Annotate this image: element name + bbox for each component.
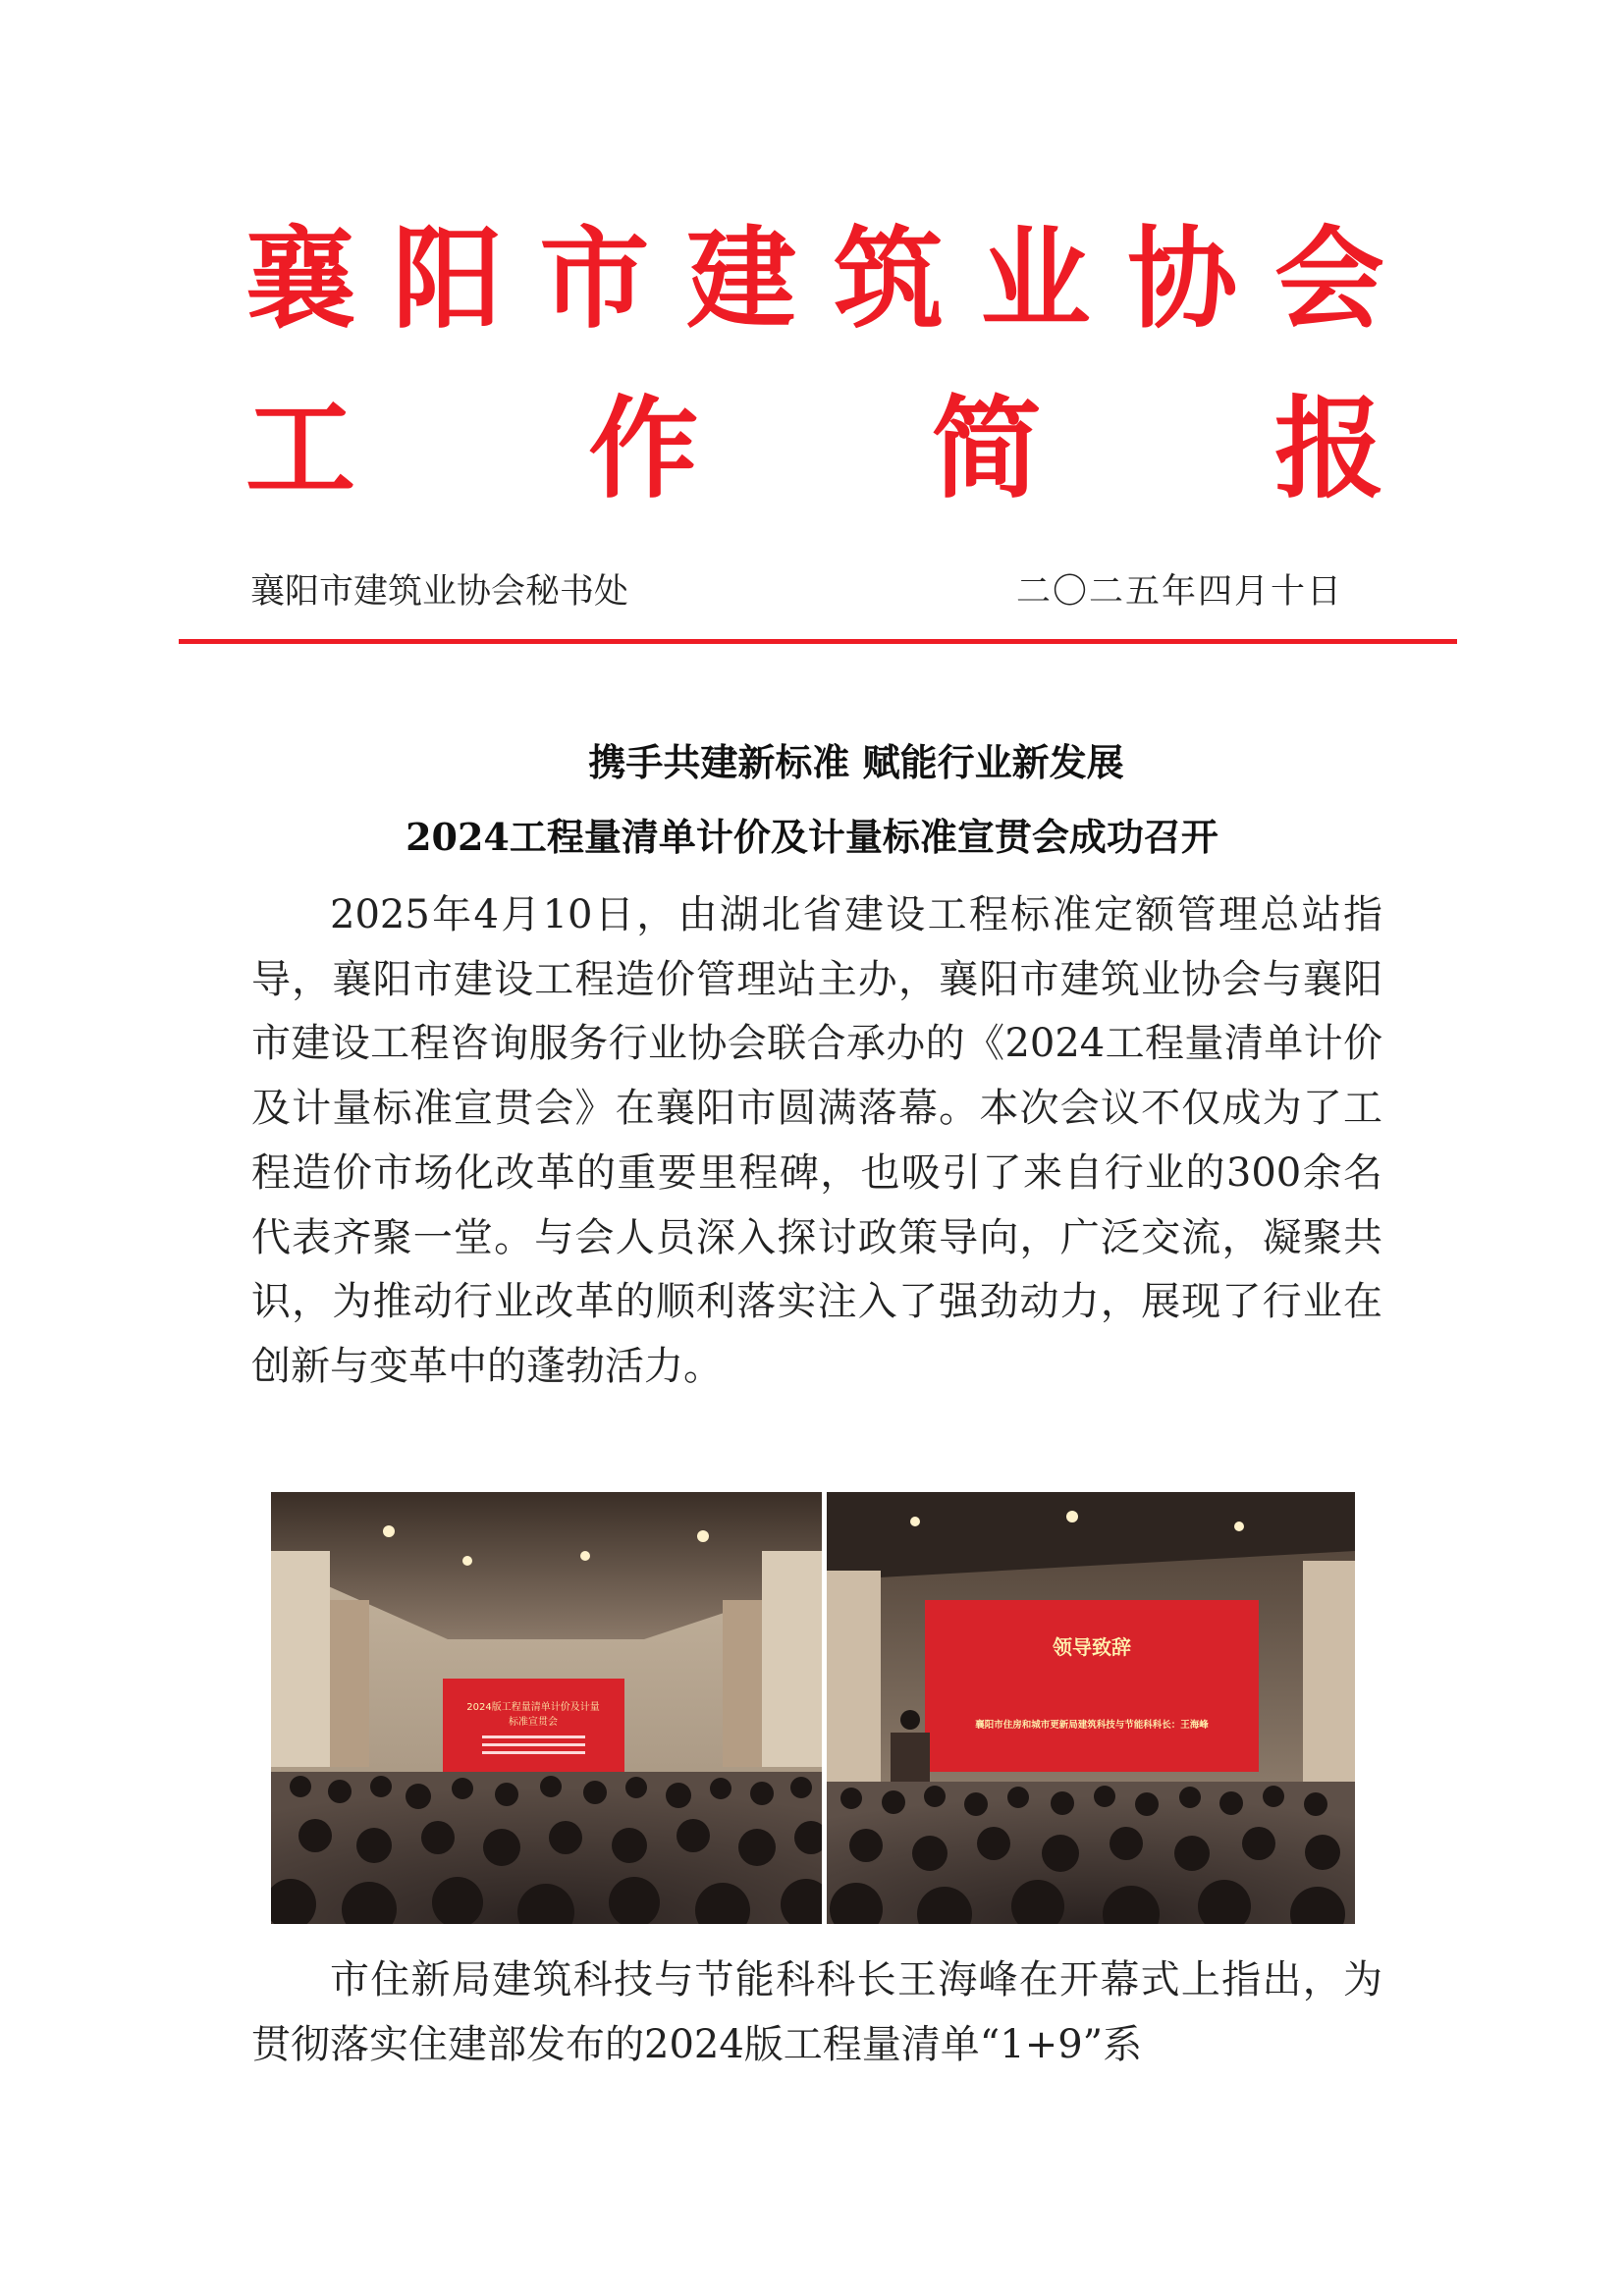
stage-screen: [925, 1600, 1259, 1772]
screen-title: 领导致辞: [1053, 1635, 1131, 1659]
conference-photo-right: [827, 1492, 1355, 1924]
masthead-char: 工: [245, 386, 355, 513]
screen-caption: 襄阳市住房和城市更新局建筑科技与节能科科长：王海峰: [975, 1720, 1209, 1731]
screen-title-line2: 标准宣贯会: [509, 1717, 558, 1728]
stage-screen: [443, 1679, 624, 1782]
masthead-char: 作: [588, 386, 699, 513]
masthead-char: 襄: [245, 216, 355, 344]
red-divider: [179, 639, 1457, 644]
masthead-char: 阳: [392, 216, 503, 344]
conference-photo-left: [271, 1492, 822, 1924]
masthead-char: 简: [931, 386, 1042, 513]
masthead-char: 报: [1273, 386, 1384, 513]
article-paragraph: 2025年4月10日，由湖北省建设工程标准定额管理总站指导，襄阳市建设工程造价管理站主办，襄阳市建筑业协会与襄阳市建设工程咨询服务行业协会联合承办的《2024工程量清单计价及计量标准宣贯会》在襄阳市圆满落幕。本次会议不仅成为了工程造价市场化改革的重要里程碑，也吸引了来自行业的300余名代表齐聚一堂。与会人员深入探讨政策导向，广泛交流，凝聚共识，为推动行业改革的顺利落实注入了强劲动力，展现了行业在创新与变革中的蓬勃活力。: [251, 892, 1382, 1389]
masthead-char: 业: [980, 216, 1091, 344]
masthead-char: 市: [539, 216, 650, 344]
article-paragraph: 市住新局建筑科技与节能科科长王海峰在开幕式上指出，为贯彻落实住建部发布的2024版工程量清单“1+9”系: [251, 1957, 1382, 2067]
masthead-subtitle: [245, 386, 1384, 513]
speech-illustration: [827, 1492, 1355, 1924]
conference-hall-illustration: [271, 1492, 822, 1924]
masthead-char: 建: [686, 216, 797, 344]
screen-title-line1: 2024版工程量清单计价及计量: [466, 1702, 600, 1713]
masthead-title: [245, 216, 1384, 344]
article-headline: 携手共建新标准 赋能行业新发展: [588, 740, 1124, 784]
masthead-char: 会: [1273, 216, 1384, 344]
masthead-char: 筑: [833, 216, 944, 344]
issuer: 襄阳市建筑业协会秘书处: [250, 572, 629, 612]
issue-date: 二〇二五年四月十日: [1016, 572, 1344, 612]
article-subheadline: 2024工程量清单计价及计量标准宣贯会成功召开: [406, 815, 1218, 859]
masthead-char: 协: [1127, 216, 1238, 344]
